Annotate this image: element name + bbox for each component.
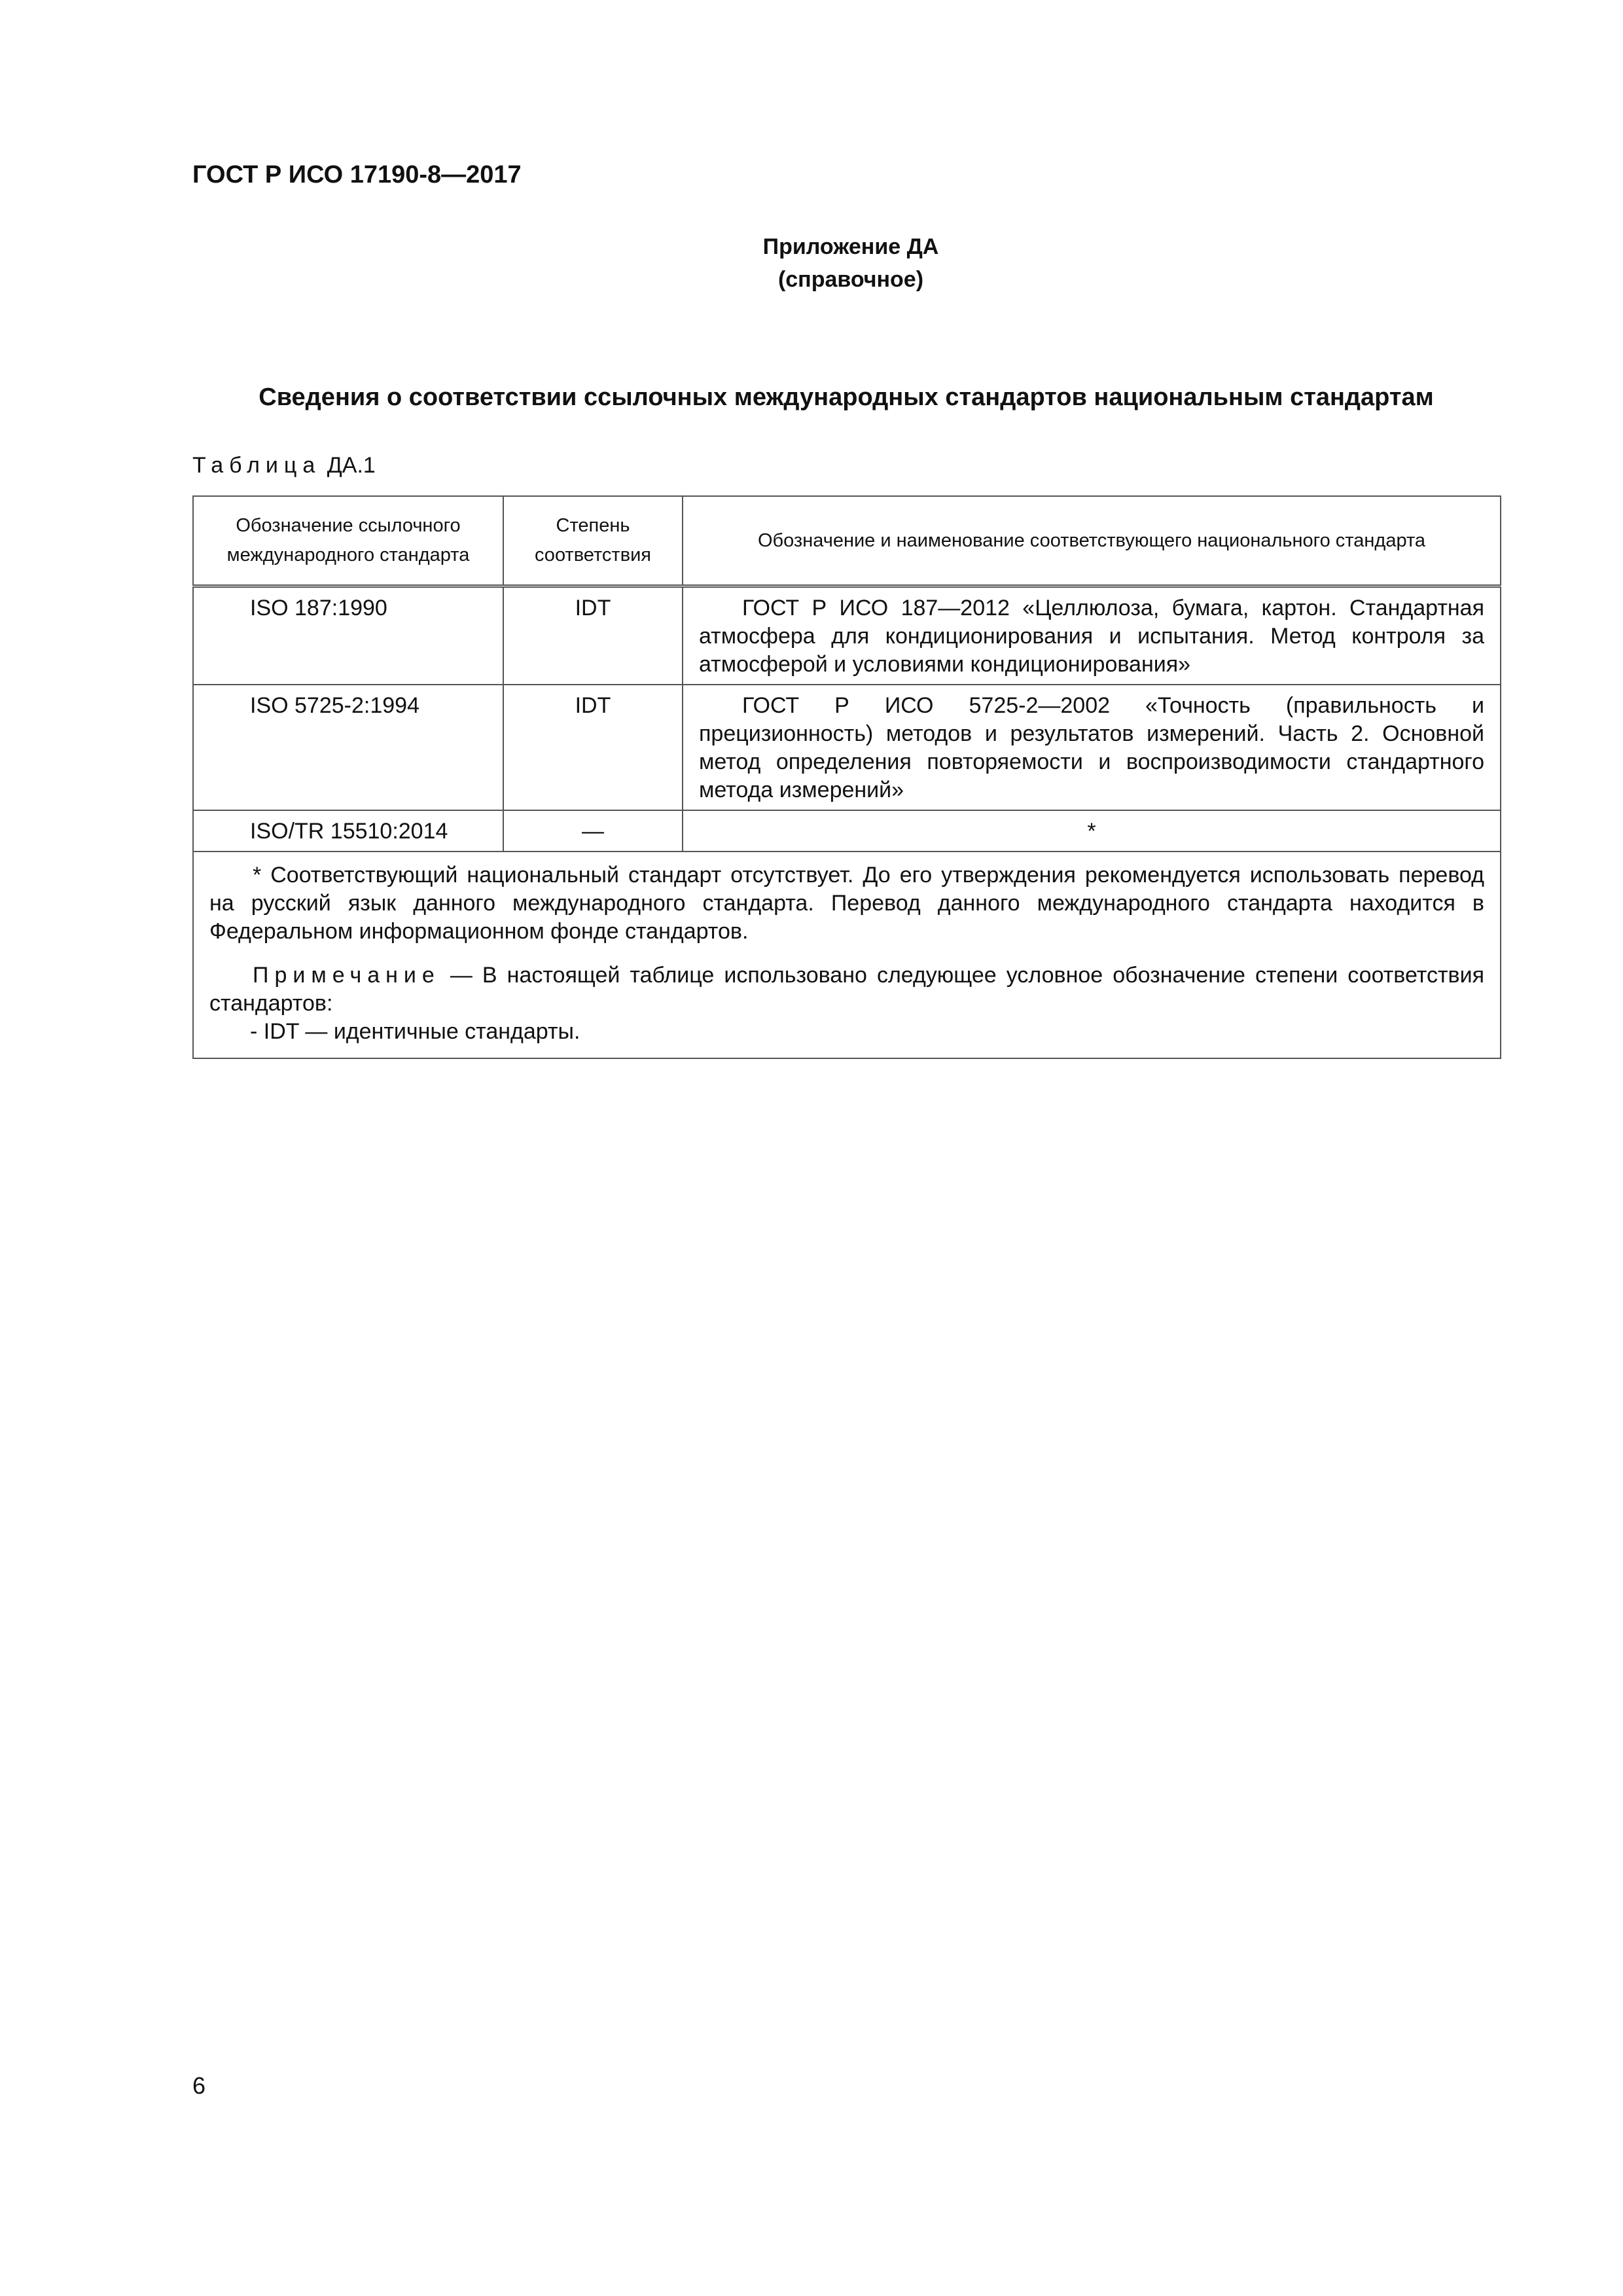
section-title: Сведения о соответствии ссылочных международных стандартов национальным стандартам [259,384,1434,411]
note [209,961,1484,1018]
annex-type: (справочное) [777,267,924,292]
table-row [193,685,1501,810]
cell-standard: ISO 187:1990 [193,586,503,685]
page-number: 6 [192,2072,206,2099]
table-header-row [193,496,1501,586]
note-label: Примечание [253,963,440,988]
note-item: - IDT — идентичные стандарты. [250,1019,580,1044]
cell-degree: IDT [503,685,683,810]
cell-standard: ISO/TR 15510:2014 [193,810,503,852]
standards-correspondence-table [192,495,1501,1059]
annex-heading [681,230,1021,296]
cell-national: ГОСТ Р ИСО 187—2012 «Целлюлоза, бумага, картон. Стандартная атмосфера для кондиционирования и испытания. Метод контроля за атмосферой и условиями кондиционирования» [683,586,1501,685]
table-row [193,586,1501,685]
header-national: Обозначение и наименование соответствующего национального стандарта [683,496,1501,586]
table-caption-number: ДА.1 [327,453,376,478]
footnote: * Соответствующий национальный стандарт отсутствует. До его утверждения рекомендуется использовать перевод на русский язык данного международного стандарта. Перевод данного международного стандарта находится в Федеральном информационном фонде стандартов. [209,863,1484,944]
document-code: ГОСТ Р ИСО 17190-8—2017 [192,161,522,188]
cell-national: * [683,810,1501,852]
cell-degree: IDT [503,586,683,685]
header-standard: Обозначение ссылочного международного стандарта [193,496,503,586]
cell-standard: ISO 5725-2:1994 [193,685,503,810]
table-caption-word: Таблица [192,453,321,478]
cell-degree: — [503,810,683,852]
table-footer-row [193,852,1501,1058]
annex-title: Приложение ДА [762,234,939,259]
note-text: — В настоящей таблице использовано следующее условное обозначение степени соответствия стандартов: [209,963,1484,1016]
header-degree: Степень соответствия [503,496,683,586]
table-footer [193,852,1501,1058]
cell-national: ГОСТ Р ИСО 5725-2—2002 «Точность (правильность и прецизионность) методов и результатов измерений. Часть 2. Основной метод определения повторяемости и воспроизводимости стандартного метода измерений» [683,685,1501,810]
table-caption [192,453,376,478]
table-row [193,810,1501,852]
